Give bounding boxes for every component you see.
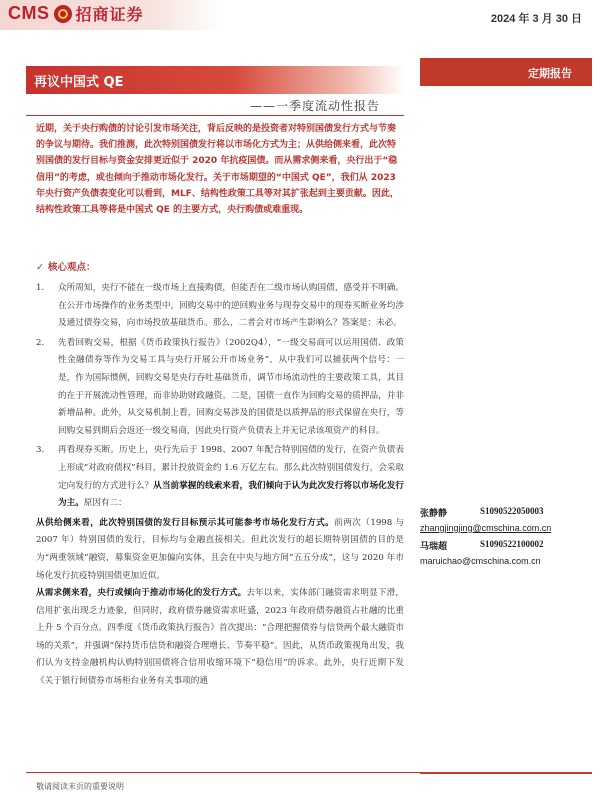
paragraph-body: 前两次（1998 与 2007 年）特别国债的发行，目标均与金融直接相关。但此次发行的超长期特别国债的目的是为“两重领域”融资，募集资金更加偏向实体，且会在中央与地方间“五五分成”，这与 2020 年市场化发行抗疫特别国债更加近似。: [36, 517, 404, 581]
analyst-license: S1090522050003: [480, 506, 544, 516]
supply-side-paragraph: [36, 515, 404, 585]
analyst-license: S1090522100002: [480, 539, 544, 549]
footer-accent-bar: [420, 772, 592, 774]
title-band: [26, 66, 404, 94]
core-points-list: [36, 280, 404, 691]
report-date: 2024 年 3 月 30 日: [490, 13, 582, 25]
analyst-name: 马瑞超: [420, 542, 448, 552]
title-divider: [26, 115, 404, 116]
core-points-heading: [36, 259, 95, 273]
analyst-email-link[interactable]: maruichao@cmschina.com.cn: [420, 556, 541, 566]
point-number: 1.: [36, 283, 45, 293]
analyst-row: [420, 506, 600, 519]
logo-chinese: 招商证券: [75, 5, 144, 24]
list-item: [36, 442, 404, 512]
list-item: [36, 335, 404, 441]
point-number: 2.: [36, 337, 45, 348]
report-title: 再议中国式 QE: [34, 75, 124, 90]
page-header: [0, 0, 600, 40]
paragraph-lead: 从供给侧来看，此次特别国债的发行目标预示其可能参考市场化发行方式。: [36, 517, 335, 528]
logo-emblem-icon: [54, 5, 72, 23]
list-item: [36, 280, 404, 333]
analyst-row: [420, 539, 600, 552]
paragraph-lead: 从需求侧来看，央行或倾向于推动市场化的发行方式。: [36, 588, 247, 599]
footer-disclaimer: 敬请阅读末页的重要说明: [36, 782, 124, 791]
point-text-emphasis: 从当前掌握的线索来看，我们倾向于认为此次发行将以市场化发行为主。: [58, 480, 404, 509]
point-number: 3.: [36, 445, 45, 456]
check-icon: ✓: [36, 262, 44, 273]
point-text-plain: 再看现券买断。历史上，央行先后于 1998、2007 年配合特别国债的发行，在资产负债表上形成“对政府债权”科目，累计投放资金约 1.6 万亿左右。那么此次特别国债发行，会采取定向发行的方式进行么？: [58, 445, 404, 491]
report-type-label: 定期报告: [528, 67, 572, 80]
company-logo: [8, 2, 144, 25]
report-subtitle: ——一季度流动性报告: [250, 99, 381, 113]
report-type-tag: [420, 58, 592, 86]
point-text: 众所周知，央行不能在一级市场上直接购债，但能否在二级市场认购国债，感受并不明确。在公开市场操作的业务类型中，回购交易中的逆回购业务与现券交易中的现券买断业务均涉及通过债券交易，向市场投放基础货币。那么，二者会对市场产生影响么？答案是：未必。: [58, 283, 404, 329]
core-points-label: 核心观点：: [47, 262, 96, 273]
point-text-tail: 原因有二：: [83, 498, 127, 509]
analyst-block: [420, 506, 600, 572]
abstract: 近期，关于央行购债的讨论引发市场关注，背后反映的是投资者对特别国债发行方式与节奏的争议与期待。我们推测，此次特别国债发行将以市场化方式为主；从供给侧来看，此次特别国债的发行目标与资金安排更近似于 2020 年抗疫国债。而从需求侧来看，央行出于“稳信用”的考虑，或也倾向于推动市场化发行。关于市场期望的“中国式 QE”，我们从 2023 年央行资产负债表变化可以看到，MLF、结构性政策工具等对其扩张起到主要贡献。因此，结构性政策工具等将是中国式 QE 的主要方式，央行购债或难重现。: [36, 124, 399, 216]
point-text: [58, 442, 404, 512]
point-text: 先看回购交易，根据《货币政策执行报告》（2002Q4），“一级交易商可以运用国债、政策性金融债券等作为交易工具与央行开展公开市场业务”，从中我们可以捕获两个信号：一是，作为国际惯例，回购交易是央行吞吐基础货币，调节市场流动性的主要政策工具，其目的在于开展流动性管理，而非协助财政融资。二是，国债一直作为回购交易的质押品，并非新增品种。此外，从交易机制上看，回购交易涉及的国债是以质押品的形式保留在央行，等回购交易到期后会返还一级交易商，因此央行资产负债表上并无记录该项资产的科目。: [58, 337, 404, 436]
logo-latin: CMS: [8, 3, 50, 23]
paragraph-body: 去年以来，实体部门融资需求明显下滑，信用扩张出现乏力迹象，但同时，政府债券融资需求旺盛，2023 年政府债券融资占社融的比重上升 5 个百分点。四季度《货币政策执行报告》首次提出：“合理把握债券与信贷两个最大融资市场的关系”，并强调“保持货币信贷和融资合理增长、节奏平稳”。因此，从货币政策视角出发，我们认为支持金融机构认购特别国债将合信用收缩环境下“稳信用”的诉求。此外，央行近期下发《关于银行间债券市场柜台业务有关事项的通: [36, 588, 404, 687]
demand-side-paragraph: [36, 585, 404, 691]
analyst-name: 张静静: [420, 509, 448, 519]
analyst-email-link[interactable]: zhangjingjing@cmschina.com.cn: [420, 523, 552, 533]
